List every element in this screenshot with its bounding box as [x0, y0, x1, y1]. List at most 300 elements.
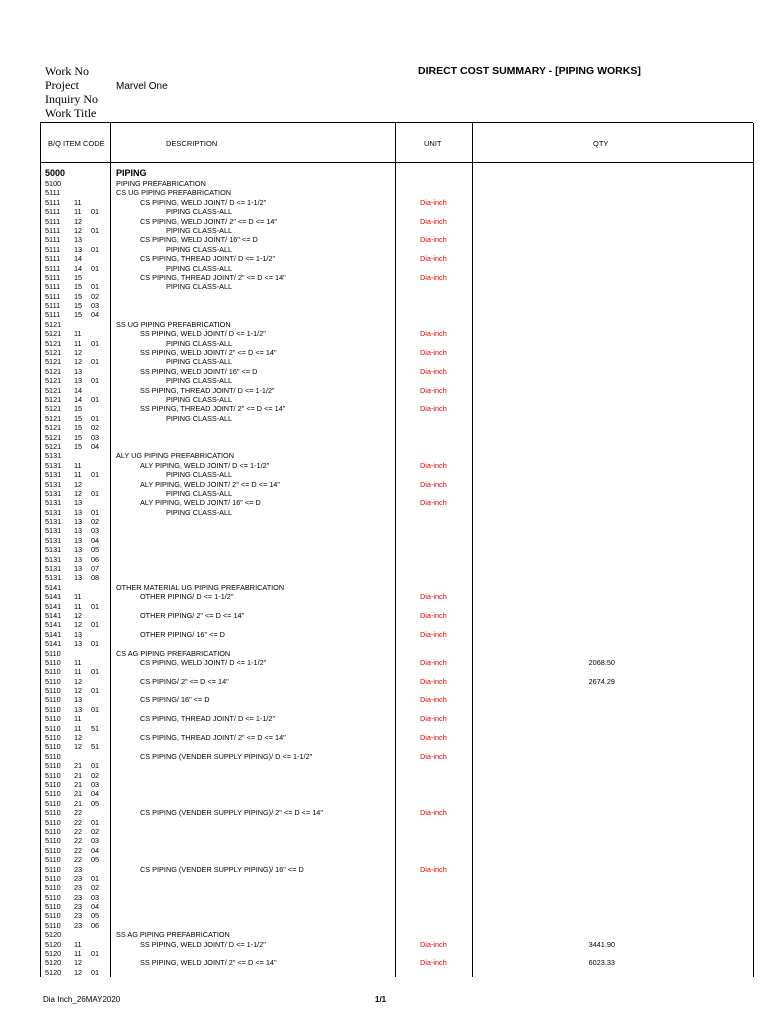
project-value: Marvel One	[116, 81, 168, 92]
item-description: SS PIPING, THREAD JOINT/ D <= 1-1/2"	[140, 385, 275, 395]
table-row	[45, 508, 475, 517]
item-subcode: 11	[74, 601, 82, 611]
item-subcode: 22	[74, 845, 83, 855]
table-row	[45, 564, 475, 573]
item-code: 5111	[45, 216, 61, 226]
table-row	[45, 179, 475, 188]
item-unit: Dia-inch	[420, 385, 447, 395]
item-class-code: 03	[91, 432, 100, 442]
table-row	[45, 855, 475, 864]
item-subcode: 14	[74, 385, 83, 395]
item-class-code: 05	[91, 855, 100, 865]
item-description: PIPING CLASS-ALL	[166, 357, 233, 367]
item-code: 5110	[45, 695, 61, 705]
table-row	[45, 939, 615, 949]
item-code: 5100	[45, 179, 62, 188]
table-row	[45, 714, 475, 723]
table-row	[45, 958, 615, 968]
item-code: 5111	[45, 282, 61, 292]
item-subcode: 21	[74, 780, 83, 789]
table-row	[45, 780, 475, 789]
table-row	[45, 451, 475, 460]
item-subcode: 21	[74, 770, 83, 780]
item-description: CS UG PIPING PREFABRICATION	[116, 188, 232, 198]
item-description: CS PIPING, WELD JOINT/ D <= 1-1/2"	[140, 197, 267, 207]
item-class-code: 01	[91, 338, 100, 348]
item-class-code: 02	[91, 826, 100, 836]
table-row	[45, 592, 475, 601]
table-row	[45, 789, 475, 798]
item-description: SS AG PIPING PREFABRICATION	[116, 930, 230, 940]
table-row	[45, 930, 475, 939]
table-row	[45, 198, 475, 207]
item-class-code: 04	[91, 845, 100, 855]
work-title-label: Work Title	[45, 106, 97, 120]
item-class-code: 01	[91, 601, 100, 611]
table-row	[45, 423, 475, 432]
item-code: 5131	[45, 498, 62, 508]
item-subcode: 12	[74, 733, 83, 743]
item-unit: Dia-inch	[420, 958, 447, 968]
item-description: PIPING CLASS-ALL	[166, 225, 233, 235]
table-row	[45, 310, 475, 319]
item-subcode: 15	[74, 404, 83, 414]
item-code: 5120	[45, 958, 62, 968]
item-class-code: 01	[91, 967, 100, 977]
table-row	[45, 583, 475, 592]
item-unit: Dia-inch	[420, 695, 447, 705]
table-row	[45, 949, 475, 958]
item-code: 5110	[45, 798, 61, 808]
item-description: PIPING CLASS-ALL	[166, 207, 233, 217]
item-code: 5121	[45, 376, 62, 386]
item-description: PIPING CLASS-ALL	[166, 394, 233, 404]
item-subcode: 22	[74, 836, 83, 846]
item-class-code: 02	[91, 517, 100, 527]
item-code: 5110	[45, 714, 61, 724]
table-row	[45, 667, 475, 676]
table-row	[45, 771, 475, 780]
table-row	[45, 620, 475, 629]
item-unit: Dia-inch	[420, 676, 447, 686]
item-code: 5121	[45, 432, 62, 442]
item-description: CS PIPING, WELD JOINT/ 2" <= D <= 14"	[140, 216, 277, 226]
item-code: 5120	[45, 930, 62, 940]
table-row	[45, 724, 475, 733]
item-code: 5131	[45, 507, 62, 517]
item-description: CS PIPING, WELD JOINT/ D <= 1-1/2"	[140, 657, 267, 667]
work-no-label: Work No	[45, 64, 90, 78]
item-code: 5111	[45, 225, 61, 235]
item-unit: Dia-inch	[420, 592, 447, 602]
item-unit: Dia-inch	[420, 733, 447, 743]
item-unit: Dia-inch	[420, 751, 447, 761]
item-code: 5111	[45, 301, 61, 311]
item-code: 5110	[45, 751, 61, 761]
column-header-description: DESCRIPTION	[166, 139, 218, 148]
item-subcode: 23	[74, 892, 83, 902]
item-code: 5111	[45, 254, 61, 264]
item-subcode: 12	[74, 742, 83, 752]
item-description: SS PIPING, WELD JOINT/ 16" <= D	[140, 366, 258, 376]
item-unit: Dia-inch	[420, 254, 447, 264]
item-unit: Dia-inch	[420, 272, 447, 282]
table-row	[45, 883, 475, 892]
item-code: 5131	[45, 451, 62, 461]
item-subcode: 12	[74, 216, 83, 226]
item-subcode: 13	[74, 244, 83, 254]
item-class-code: 01	[91, 507, 100, 517]
item-code: 5141	[45, 629, 62, 639]
item-subcode: 12	[74, 967, 83, 977]
item-code: 5131	[45, 554, 62, 564]
item-code: 5131	[45, 545, 62, 555]
table-body	[45, 168, 615, 977]
table-row	[45, 874, 475, 883]
item-subcode: 11	[74, 657, 82, 667]
item-subcode: 15	[74, 413, 83, 423]
column-header-unit: UNIT	[424, 139, 442, 148]
item-class-code: 05	[91, 798, 100, 808]
item-code: 5110	[45, 770, 61, 780]
item-unit: Dia-inch	[420, 216, 447, 226]
item-code: 5121	[45, 357, 62, 367]
item-subcode: 23	[74, 911, 83, 921]
table-row	[45, 376, 475, 385]
table-row	[45, 226, 475, 235]
item-subcode: 11	[74, 592, 82, 602]
item-description: CS PIPING, THREAD JOINT/ D <= 1-1/2"	[140, 254, 276, 264]
item-code: 5121	[45, 329, 62, 339]
item-subcode: 22	[74, 817, 83, 827]
item-description: OTHER MATERIAL UG PIPING PREFABRICATION	[116, 582, 285, 592]
item-description: CS PIPING (VENDER SUPPLY PIPING)/ D <= 1-1/2"	[140, 751, 313, 761]
item-subcode: 12	[74, 676, 83, 686]
item-code: 5121	[45, 441, 62, 451]
item-subcode: 13	[74, 535, 83, 545]
item-class-code: 05	[91, 911, 100, 921]
item-subcode: 13	[74, 704, 83, 714]
table-row	[45, 320, 475, 329]
item-class-code: 01	[91, 667, 100, 677]
table-row	[45, 799, 475, 808]
item-subcode: 13	[74, 517, 83, 527]
item-code: 5110	[45, 789, 61, 799]
item-code: 5131	[45, 526, 62, 536]
table-row	[45, 611, 475, 620]
item-description: PIPING CLASS-ALL	[166, 282, 233, 292]
table-row	[45, 301, 475, 310]
item-subcode: 11	[74, 338, 82, 348]
table-row	[45, 526, 475, 535]
item-code: 5121	[45, 385, 62, 395]
item-code: 5110	[45, 845, 61, 855]
item-code: 5110	[45, 733, 61, 743]
item-code: 5110	[45, 855, 61, 865]
item-description: SS PIPING, WELD JOINT/ 2" <= D <= 14"	[140, 348, 277, 358]
item-class-code: 03	[91, 526, 100, 536]
item-class-code: 01	[91, 357, 100, 367]
item-subcode: 23	[74, 902, 83, 912]
item-class-code: 03	[91, 836, 100, 846]
item-subcode: 14	[74, 254, 83, 264]
item-code: 5111	[45, 207, 61, 217]
item-class-code: 04	[91, 310, 100, 320]
item-description: ALY PIPING, WELD JOINT/ 2" <= D <= 14"	[140, 479, 280, 489]
item-unit: Dia-inch	[420, 657, 447, 667]
table-row	[45, 968, 475, 977]
item-code: 5141	[45, 592, 62, 602]
page-number: 1/1	[375, 995, 387, 1004]
item-description: SS PIPING, WELD JOINT/ D <= 1-1/2"	[140, 939, 266, 949]
item-subcode: 13	[74, 545, 83, 555]
item-code: 5141	[45, 620, 62, 630]
item-code: 5131	[45, 535, 62, 545]
item-subcode: 13	[74, 554, 83, 564]
item-class-code: 01	[91, 817, 100, 827]
item-code: 5110	[45, 826, 61, 836]
item-subcode: 12	[74, 610, 83, 620]
item-subcode: 11	[74, 460, 82, 470]
item-description: PIPING CLASS-ALL	[166, 244, 233, 254]
item-subcode: 13	[74, 526, 83, 536]
table-row	[45, 235, 475, 244]
table-row	[45, 752, 475, 761]
item-description: ALY PIPING, WELD JOINT/ D <= 1-1/2"	[140, 460, 270, 470]
item-class-code: 03	[91, 780, 100, 789]
item-subcode: 12	[74, 225, 83, 235]
item-code: 5110	[45, 836, 61, 846]
item-subcode: 12	[74, 686, 83, 696]
table-row	[45, 517, 475, 526]
item-code: 5121	[45, 338, 62, 348]
table-row	[45, 705, 475, 714]
item-subcode: 14	[74, 394, 83, 404]
item-class-code: 01	[91, 873, 100, 883]
item-subcode: 12	[74, 357, 83, 367]
item-description: PIPING CLASS-ALL	[166, 376, 233, 386]
item-unit: Dia-inch	[420, 629, 447, 639]
item-class-code: 01	[91, 949, 100, 959]
item-code: 5110	[45, 808, 61, 818]
item-class-code: 04	[91, 902, 100, 912]
table-row	[45, 264, 475, 273]
item-unit: Dia-inch	[420, 808, 447, 818]
table-row	[45, 498, 475, 507]
item-subcode: 11	[74, 667, 82, 677]
item-class-code: 02	[91, 883, 100, 893]
table-row	[45, 893, 475, 902]
item-code: 5110	[45, 902, 61, 912]
item-description: OTHER PIPING/ D <= 1-1/2"	[140, 592, 234, 602]
item-code: 5121	[45, 404, 62, 414]
item-subcode: 11	[74, 329, 82, 339]
item-description: CS PIPING, THREAD JOINT/ 2" <= D <= 14"	[140, 733, 286, 743]
table-row	[45, 217, 475, 226]
item-description: CS PIPING/ 2" <= D <= 14"	[140, 676, 229, 686]
item-unit: Dia-inch	[420, 366, 447, 376]
item-code: 5110	[45, 761, 61, 771]
item-code: 5121	[45, 348, 62, 358]
item-unit: Dia-inch	[420, 404, 447, 414]
item-class-code: 51	[91, 723, 100, 733]
item-code: 5110	[45, 676, 61, 686]
item-class-code: 01	[91, 620, 100, 630]
table-row	[45, 602, 475, 611]
item-description: PIPING CLASS-ALL	[166, 413, 233, 423]
table-row	[45, 357, 475, 366]
item-subcode: 11	[74, 939, 82, 949]
item-unit: Dia-inch	[420, 498, 447, 508]
table-row	[45, 461, 475, 470]
item-code: 5131	[45, 488, 62, 498]
table-row	[45, 480, 475, 489]
item-code: 5121	[45, 423, 62, 433]
item-description: PIPING CLASS-ALL	[166, 470, 233, 480]
item-subcode: 21	[74, 789, 83, 799]
item-class-code: 01	[91, 470, 100, 480]
item-description: OTHER PIPING/ 16" <= D	[140, 629, 225, 639]
item-class-code: 01	[91, 488, 100, 498]
table-row	[45, 395, 475, 404]
item-code: 5121	[45, 366, 62, 376]
item-subcode: 11	[74, 197, 82, 207]
item-code: 5120	[45, 967, 62, 977]
table-row	[45, 348, 475, 357]
project-label: Project	[45, 78, 79, 92]
table-row	[45, 865, 475, 874]
column-header-code: B/Q ITEM CODE	[48, 139, 105, 148]
item-subcode: 15	[74, 282, 83, 292]
item-description: PIPING CLASS-ALL	[166, 507, 233, 517]
item-qty: 6023.33	[588, 958, 615, 968]
item-code: 5131	[45, 479, 62, 489]
table-row	[45, 442, 475, 451]
table-row	[45, 846, 475, 855]
item-code: 5111	[45, 197, 61, 207]
item-subcode: 11	[74, 949, 82, 959]
item-subcode: 23	[74, 873, 83, 883]
item-description: CS PIPING (VENDER SUPPLY PIPING)/ 2" <= D <= 14"	[140, 808, 323, 818]
item-code: 5121	[45, 394, 62, 404]
item-subcode: 12	[74, 348, 83, 358]
item-class-code: 01	[91, 761, 100, 771]
item-subcode: 13	[74, 498, 83, 508]
item-subcode: 15	[74, 291, 83, 301]
item-class-code: 01	[91, 282, 100, 292]
item-unit: Dia-inch	[420, 714, 447, 724]
table-row	[45, 404, 475, 413]
item-code: 5120	[45, 949, 62, 959]
item-code: 5110	[45, 742, 61, 752]
item-code: 5111	[45, 188, 61, 198]
table-row	[45, 273, 475, 282]
item-subcode: 15	[74, 301, 83, 311]
item-class-code: 01	[91, 244, 100, 254]
table-row	[45, 329, 475, 338]
item-code: 5110	[45, 704, 61, 714]
item-code: 5111	[45, 272, 61, 282]
item-unit: Dia-inch	[420, 939, 447, 949]
item-subcode: 22	[74, 808, 83, 818]
item-code: 5110	[45, 723, 61, 733]
item-class-code: 04	[91, 535, 100, 545]
item-unit: Dia-inch	[420, 479, 447, 489]
item-subcode: 21	[74, 798, 83, 808]
item-description: SS PIPING, THREAD JOINT/ 2" <= D <= 14"	[140, 404, 286, 414]
item-class-code: 01	[91, 413, 100, 423]
item-class-code: 02	[91, 291, 100, 301]
item-class-code: 01	[91, 207, 100, 217]
item-subcode: 11	[74, 714, 82, 724]
table-row	[45, 686, 475, 695]
item-qty: 2674.29	[588, 676, 615, 686]
item-description: PIPING CLASS-ALL	[166, 263, 233, 273]
item-subcode: 15	[74, 272, 83, 282]
item-class-code: 01	[91, 686, 100, 696]
item-class-code: 08	[91, 573, 100, 583]
item-description: CS PIPING, WELD JOINT/ 16" <= D	[140, 235, 258, 245]
table-row	[45, 695, 475, 704]
item-code: 5110	[45, 920, 61, 930]
table-row	[45, 818, 475, 827]
item-description: CS AG PIPING PREFABRICATION	[116, 648, 231, 658]
item-subcode: 13	[74, 629, 83, 639]
item-subcode: 23	[74, 883, 83, 893]
item-code: 5111	[45, 291, 61, 301]
item-class-code: 01	[91, 639, 100, 649]
item-subcode: 13	[74, 507, 83, 517]
item-subcode: 22	[74, 826, 83, 836]
item-subcode: 12	[74, 620, 83, 630]
table-row	[45, 489, 475, 498]
item-description: ALY UG PIPING PREFABRICATION	[116, 451, 234, 461]
table-row	[45, 761, 475, 770]
table-row	[45, 282, 475, 291]
item-class-code: 02	[91, 423, 100, 433]
table-row	[45, 649, 475, 658]
item-code: 5131	[45, 460, 62, 470]
item-class-code: 05	[91, 545, 100, 555]
document-title: DIRECT COST SUMMARY - [PIPING WORKS]	[418, 65, 641, 77]
table-row	[45, 921, 475, 930]
item-qty: 3441.90	[588, 939, 615, 949]
item-code: 5111	[45, 235, 61, 245]
item-class-code: 02	[91, 770, 100, 780]
item-description: SS PIPING, WELD JOINT/ 2" <= D <= 14"	[140, 958, 277, 968]
item-code: 5141	[45, 601, 62, 611]
table-row	[45, 555, 475, 564]
item-unit: Dia-inch	[420, 864, 447, 874]
item-class-code: 03	[91, 892, 100, 902]
item-description: SS PIPING, WELD JOINT/ D <= 1-1/2"	[140, 329, 266, 339]
item-class-code: 01	[91, 263, 100, 273]
item-description: PIPING PREFABRICATION	[116, 179, 206, 188]
table-row	[45, 676, 615, 686]
item-unit: Dia-inch	[420, 197, 447, 207]
table-row	[45, 188, 475, 197]
item-class-code: 01	[91, 376, 100, 386]
table-row	[45, 207, 475, 216]
item-subcode: 15	[74, 432, 83, 442]
item-subcode: 15	[74, 441, 83, 451]
footer-filename: Dia Inch_26MAY2020	[43, 995, 121, 1004]
item-unit: Dia-inch	[420, 348, 447, 358]
item-subcode: 13	[74, 376, 83, 386]
item-code: 5000	[45, 168, 66, 178]
item-code: 5110	[45, 911, 61, 921]
item-subcode: 13	[74, 695, 83, 705]
